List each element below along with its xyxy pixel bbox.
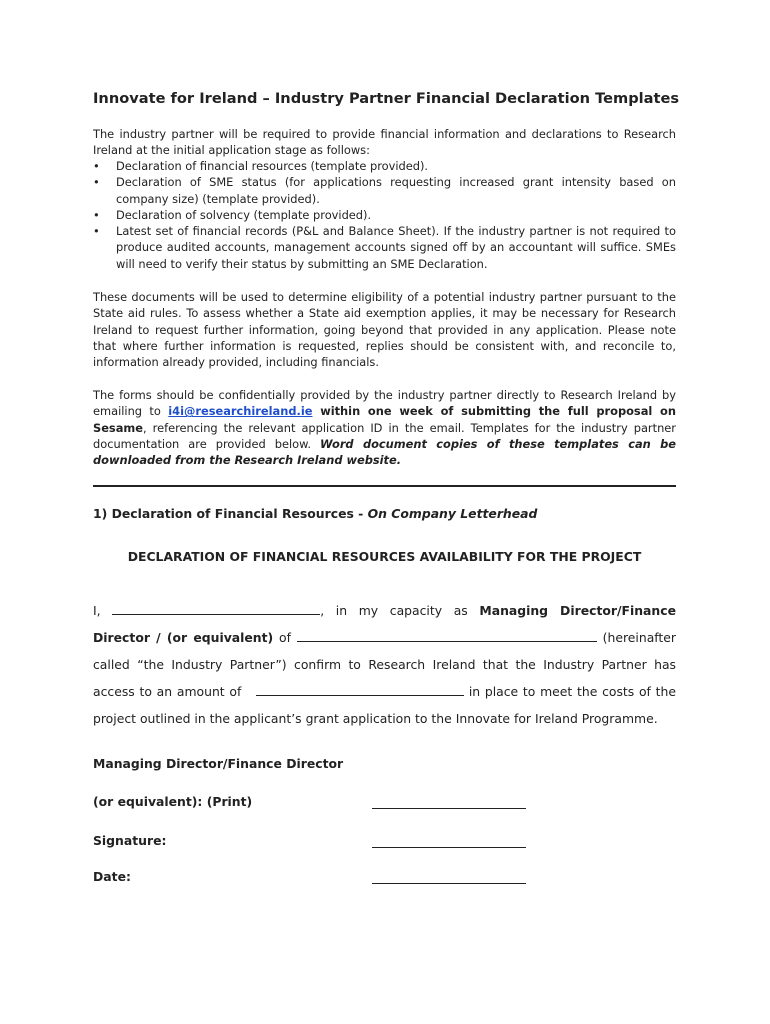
document-title: Innovate for Ireland – Industry Partner Financial Declaration Templates — [93, 90, 680, 107]
section-divider — [93, 485, 676, 487]
intro-paragraph: The industry partner will be required to provide financial information and declarations to Research Ireland at the initial application stage as follows: — [93, 127, 676, 158]
amount-blank[interactable] — [256, 681, 464, 696]
bullet-icon: • — [93, 159, 100, 173]
print-name-line[interactable] — [372, 808, 526, 809]
list-item: • Declaration of SME status (for applications requesting increased grant intensity based on company size) (template provided). — [93, 175, 676, 206]
email-link[interactable]: i4i@researchireland.ie — [168, 404, 313, 419]
date-row: Date: — [93, 869, 676, 884]
signature-line[interactable] — [372, 847, 526, 848]
eligibility-paragraph: These documents will be used to determine eligibility of a potential industry partner pursuant to the State aid rules. To assess whether a State aid exemption applies, it may be necessary for Research Ireland to request further information, going beyond that provided in any application. Please note that where further information is requested, replies should be consistent with, and reconcile to, information already provided, including financials. — [93, 290, 676, 370]
company-blank[interactable] — [297, 627, 597, 642]
name-blank[interactable] — [112, 600, 320, 615]
list-item: • Declaration of financial resources (template provided). — [93, 159, 429, 173]
signature-row: Signature: — [93, 833, 676, 848]
section-heading: 1) Declaration of Financial Resources - On Company Letterhead — [93, 506, 538, 521]
requirements-list — [93, 158, 676, 272]
declaration-title: DECLARATION OF FINANCIAL RESOURCES AVAILABILITY FOR THE PROJECT — [127, 549, 642, 564]
bullet-icon: • — [93, 207, 100, 222]
list-item: • Declaration of solvency (template provided). — [93, 207, 372, 222]
print-name-row: (or equivalent): (Print) — [93, 794, 676, 809]
bullet-icon: • — [93, 224, 100, 239]
submission-paragraph: The forms should be confidentially provided by the industry partner directly to Research Ireland by emailing to i4i@researchireland.ie within one week of submitting the full proposal on Sesame, referencing the relevant application ID in the email. Templates for the industry partner documentation are provided below. Word document copies of these templates can be downloaded from the Research Ireland website. — [93, 388, 676, 468]
signature-heading: Managing Director/Finance Director — [93, 756, 344, 771]
list-item: • Latest set of financial records (P&L and Balance Sheet). If the industry partner is not required to produce audited accounts, management accounts signed off by an accountant will suffice. SMEs will need to verify their status by submitting an SME Declaration. — [93, 224, 676, 271]
bullet-icon: • — [93, 175, 100, 190]
date-line[interactable] — [372, 883, 526, 884]
declaration-body: I, , in my capacity as Managing Director/Finance Director / (or equivalent) of (hereinafter called “the Industry Partner”) confirm to Research Ireland that the Industry Partner has access to an amount of in place to meet the costs of the project outlined in the applicant’s grant application to the Innovate for Ireland Programme. — [93, 597, 676, 732]
